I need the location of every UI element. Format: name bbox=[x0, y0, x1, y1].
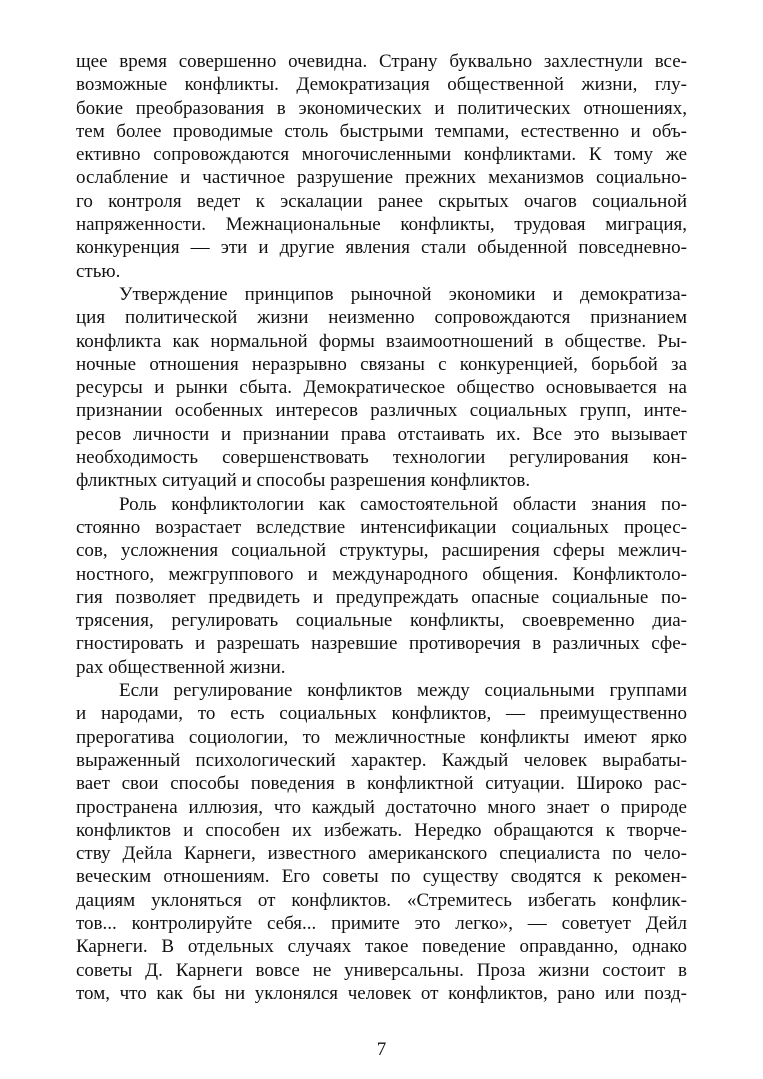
paragraph-3 bbox=[76, 493, 687, 679]
text-line: рах общественной жизни. bbox=[76, 656, 286, 678]
text-line: веческим отношениям. Его советы по существу сводятся к рекомен- bbox=[76, 866, 687, 888]
text-line: сов, усложнения социальной структуры, расширения сферы межлич- bbox=[76, 540, 687, 562]
text-line: конфликтов и способен их избежать. Нередко обращаются к творче- bbox=[76, 819, 687, 841]
text-line: ресурсы и рынки сбыта. Демократическое общество основывается на bbox=[76, 377, 687, 399]
text-line: ективно сопровождаются многочисленными конфликтами. К тому же bbox=[76, 144, 687, 166]
paragraph-2 bbox=[76, 283, 687, 493]
text-line: щее время совершенно очевидна. Страну буквально захлестнули все- bbox=[76, 51, 687, 72]
text-line: признании особенных интересов различных социальных групп, инте- bbox=[76, 400, 687, 422]
paragraph-1 bbox=[76, 50, 687, 283]
text-line: тем более проводимые столь быстрыми темпами, естественно и объ- bbox=[76, 120, 687, 142]
text-line: тов... контролируйте себя... примите это легко», — советует Дейл bbox=[76, 912, 687, 934]
text-line: необходимость совершенствовать технологии регулирования кон- bbox=[76, 447, 687, 469]
text-line: трясения, регулировать социальные конфликты, своевременно диа- bbox=[76, 610, 687, 632]
text-line: ослабление и частичное разрушение прежних механизмов социально- bbox=[76, 167, 687, 189]
text-line: ночные отношения неразрывно связаны с конкуренцией, борьбой за bbox=[76, 353, 687, 375]
text-line: ностного, межгруппового и международного общения. Конфликтоло- bbox=[76, 563, 687, 585]
text-line: прерогатива социологии, то межличностные конфликты имеют ярко bbox=[76, 726, 687, 748]
text-line: Утверждение принципов рыночной экономики и демократиза- bbox=[119, 283, 687, 305]
text-line: возможные конфликты. Демократизация общественной жизни, глу- bbox=[76, 74, 687, 96]
text-line: и народами, то есть социальных конфликтов, — преимущественно bbox=[76, 703, 687, 725]
text-line: Карнеги. В отдельных случаях такое поведение оправданно, однако bbox=[76, 936, 687, 958]
text-line: гия позволяет предвидеть и предупреждать опасные социальные по- bbox=[76, 586, 687, 608]
text-line: гностировать и разрешать назревшие противоречия в различных сфе- bbox=[76, 633, 687, 655]
text-line: фликтных ситуаций и способы разрешения конфликтов. bbox=[76, 470, 531, 492]
text-line: напряженности. Межнациональные конфликты, трудовая миграция, bbox=[76, 214, 687, 236]
text-line: дациям уклоняться от конфликтов. «Стремитесь избегать конфлик- bbox=[76, 889, 687, 911]
text-line: ресов личности и признании права отстаивать их. Все это вызывает bbox=[76, 423, 687, 445]
text-line: конкуренция — эти и другие явления стали обыденной повседневно- bbox=[76, 237, 687, 259]
text-line: выраженный психологический характер. Каждый человек вырабаты- bbox=[76, 749, 687, 771]
text-line: конфликта как нормальной формы взаимоотношений в обществе. Ры- bbox=[76, 330, 687, 352]
text-line: ству Дейла Карнеги, известного американского специалиста по чело- bbox=[76, 843, 687, 865]
text-line: советы Д. Карнеги вовсе не универсальны. Проза жизни состоит в bbox=[76, 959, 687, 981]
text-line: ция политической жизни неизменно сопровождаются признанием bbox=[76, 307, 687, 329]
text-line: пространена иллюзия, что каждый достаточно много знает о природе bbox=[76, 796, 687, 818]
text-line: Если регулирование конфликтов между социальными группами bbox=[119, 680, 687, 702]
text-line: стоянно возрастает вследствие интенсификации социальных процес- bbox=[76, 516, 687, 538]
text-line: стью. bbox=[76, 260, 121, 282]
body-text bbox=[76, 50, 687, 1005]
text-line: бокие преобразования в экономических и политических отношениях, bbox=[76, 97, 687, 119]
text-line: том, что как бы ни уклонялся человек от конфликтов, рано или позд- bbox=[76, 982, 687, 1004]
page-number: 7 bbox=[376, 1039, 387, 1060]
paragraph-4 bbox=[76, 679, 687, 1005]
text-line: вает свои способы поведения в конфликтной ситуации. Широко рас- bbox=[76, 773, 687, 795]
text-line: го контроля ведет к эскалации ранее скрытых очагов социальной bbox=[76, 190, 687, 212]
text-line: Роль конфликтологии как самостоятельной области знания по- bbox=[119, 493, 687, 515]
